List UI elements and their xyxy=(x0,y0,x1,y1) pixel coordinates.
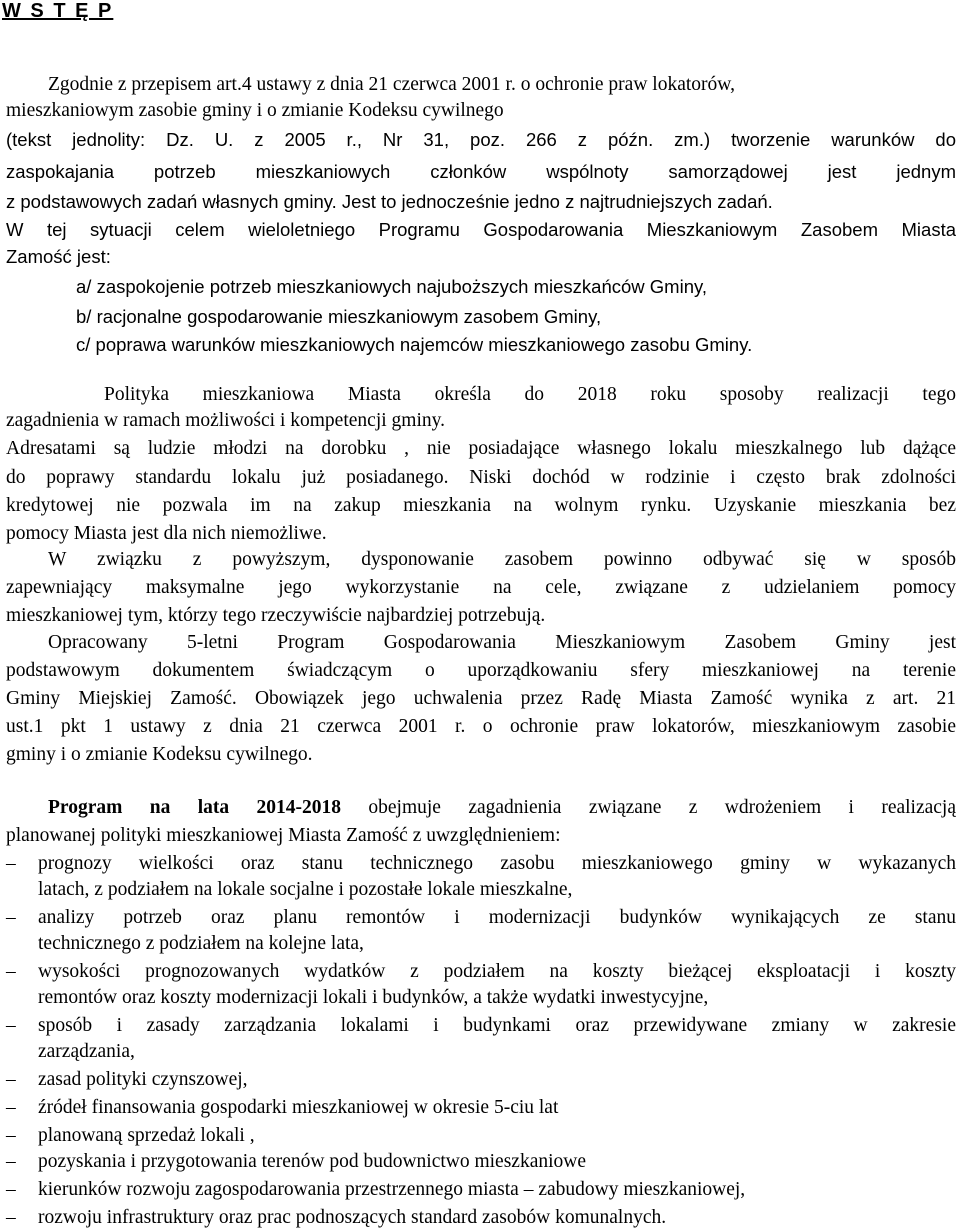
policy-line-8: zapewniający maksymalne jego wykorzystanie na cele, związane z udzielaniem pomocy xyxy=(6,577,956,598)
program-title: Program na lata 2014-2018 xyxy=(48,797,342,818)
policy-line-7: W związku z powyższym, dysponowanie zasobem powinno odbywać się w sposób xyxy=(48,549,956,570)
goal-a: a/ zaspokojenie potrzeb mieszkaniowych najuboższych mieszkańców Gminy, xyxy=(76,276,707,297)
intro-line-5a: z podstawowych zadań własnych gminy. xyxy=(6,191,342,212)
policy-line-6: pomocy Miasta jest dla nich niemożliwe. xyxy=(6,523,327,544)
goal-b: b/ racjonalne gospodarowanie mieszkaniowym zasobem Gminy, xyxy=(76,306,602,327)
intro-line-1: Zgodnie z przepisem art.4 ustawy z dnia 21 czerwca 2001 r. o ochronie praw lokatorów, xyxy=(48,74,735,95)
bullet-item-line: pozyskania i przygotowania terenów pod budownictwo mieszkaniowe xyxy=(38,1151,587,1172)
program-line-1 xyxy=(48,795,956,821)
bullet-item-line: źródeł finansowania gospodarki mieszkaniowej w okresie 5-ciu lat xyxy=(38,1097,559,1118)
bullet-item-line: prognozy wielkości oraz stanu technicznego zasobu mieszkaniowego gminy w wykazanych xyxy=(38,853,956,874)
policy-line-11: podstawowym dokumentem świadczącym o uporządkowaniu sfery mieszkaniowej na terenie xyxy=(6,660,956,681)
bullet-dash: – xyxy=(6,961,16,982)
bullet-dash: – xyxy=(6,907,16,928)
intro-line-7: Zamość jest: xyxy=(6,246,111,267)
bullet-dash: – xyxy=(6,1069,16,1090)
policy-line-14: gminy i o zmianie Kodeksu cywilnego. xyxy=(6,744,313,765)
policy-line-12: Gminy Miejskiej Zamość. Obowiązek jego uchwalenia przez Radę Miasta Zamość wynika z art. 21 xyxy=(6,688,956,709)
bullet-item-line: kierunków rozwoju zagospodarowania przestrzennego miasta – zabudowy mieszkaniowej, xyxy=(38,1179,746,1200)
bullet-item-line: sposób i zasady zarządzania lokalami i budynkami oraz przewidywane zmiany w zakresie xyxy=(38,1015,956,1036)
intro-line-2: mieszkaniowym zasobie gminy i o zmianie Kodeksu cywilnego xyxy=(6,100,504,121)
intro-line-5 xyxy=(6,189,956,216)
bullet-dash: – xyxy=(6,1151,16,1172)
bullet-item-line: latach, z podziałem na lokale socjalne i pozostałe lokale mieszkalne, xyxy=(38,879,573,900)
bullet-item-line: zarządzania, xyxy=(38,1041,135,1062)
policy-line-3: Adresatami są ludzie młodzi na dorobku , nie posiadające własnego lokalu mieszkalnego lub dążące xyxy=(6,438,956,459)
bullet-item-line: rozwoju infrastruktury oraz prac podnoszących standard zasobów komunalnych. xyxy=(38,1207,667,1228)
bullet-item-line: planowaną sprzedaż lokali , xyxy=(38,1125,255,1146)
bullet-item-line: remontów oraz koszty modernizacji lokali i budynków, a także wydatki inwestycyjne, xyxy=(38,987,709,1008)
intro-line-6: W tej sytuacji celem wieloletniego Programu Gospodarowania Mieszkaniowym Zasobem Miasta xyxy=(6,219,956,240)
policy-line-9: mieszkaniowej tym, którzy tego rzeczywiście najbardziej potrzebują. xyxy=(6,605,546,626)
bullet-dash: – xyxy=(6,1015,16,1036)
bullet-item-line: analizy potrzeb oraz planu remontów i modernizacji budynków wynikających ze stanu xyxy=(38,907,956,928)
program-line-1-rest: obejmuje zagadnienia związane z wdrożeniem i realizacją xyxy=(341,797,956,818)
bullet-item-line: wysokości prognozowanych wydatków z podziałem na koszty bieżącej eksploatacji i koszty xyxy=(38,961,956,982)
bullet-item-line: zasad polityki czynszowej, xyxy=(38,1069,248,1090)
program-line-2: planowanej polityki mieszkaniowej Miasta Zamość z uwzględnieniem: xyxy=(6,825,561,846)
bullet-dash: – xyxy=(6,1179,16,1200)
bullet-dash: – xyxy=(6,853,16,874)
bullet-item-line: technicznego z podziałem na kolejne lata, xyxy=(38,933,364,954)
policy-line-1: Polityka mieszkaniowa Miasta określa do 2018 roku sposoby realizacji tego xyxy=(104,384,956,405)
intro-line-4: zaspokajania potrzeb mieszkaniowych członków wspólnoty samorządowej jest jednym xyxy=(6,161,956,182)
policy-line-2: zagadnienia w ramach możliwości i kompetencji gminy. xyxy=(6,410,445,431)
goal-c: c/ poprawa warunków mieszkaniowych najemców mieszkaniowego zasobu Gminy. xyxy=(76,334,753,355)
bullet-dash: – xyxy=(6,1207,16,1228)
policy-line-5: kredytowej nie pozwala im na zakup mieszkania na wolnym rynku. Uzyskanie mieszkania bez xyxy=(6,495,956,516)
bullet-dash: – xyxy=(6,1125,16,1146)
bullet-dash: – xyxy=(6,1097,16,1118)
policy-line-4: do poprawy standardu lokalu już posiadanego. Niski dochód w rodzinie i często brak zdolności xyxy=(6,467,956,488)
intro-line-3: (tekst jednolity: Dz. U. z 2005 r., Nr 31, poz. 266 z późn. zm.) tworzenie warunków do xyxy=(6,129,956,150)
policy-line-10: Opracowany 5-letni Program Gospodarowania Mieszkaniowym Zasobem Gminy jest xyxy=(48,632,956,653)
section-heading: W S T Ę P xyxy=(2,0,114,22)
policy-line-13: ust.1 pkt 1 ustawy z dnia 21 czerwca 2001 r. o ochronie praw lokatorów, mieszkaniowym zasobie xyxy=(6,716,956,737)
intro-line-5b: Jest to jednocześnie jedno z najtrudniejszych zadań. xyxy=(341,191,773,212)
